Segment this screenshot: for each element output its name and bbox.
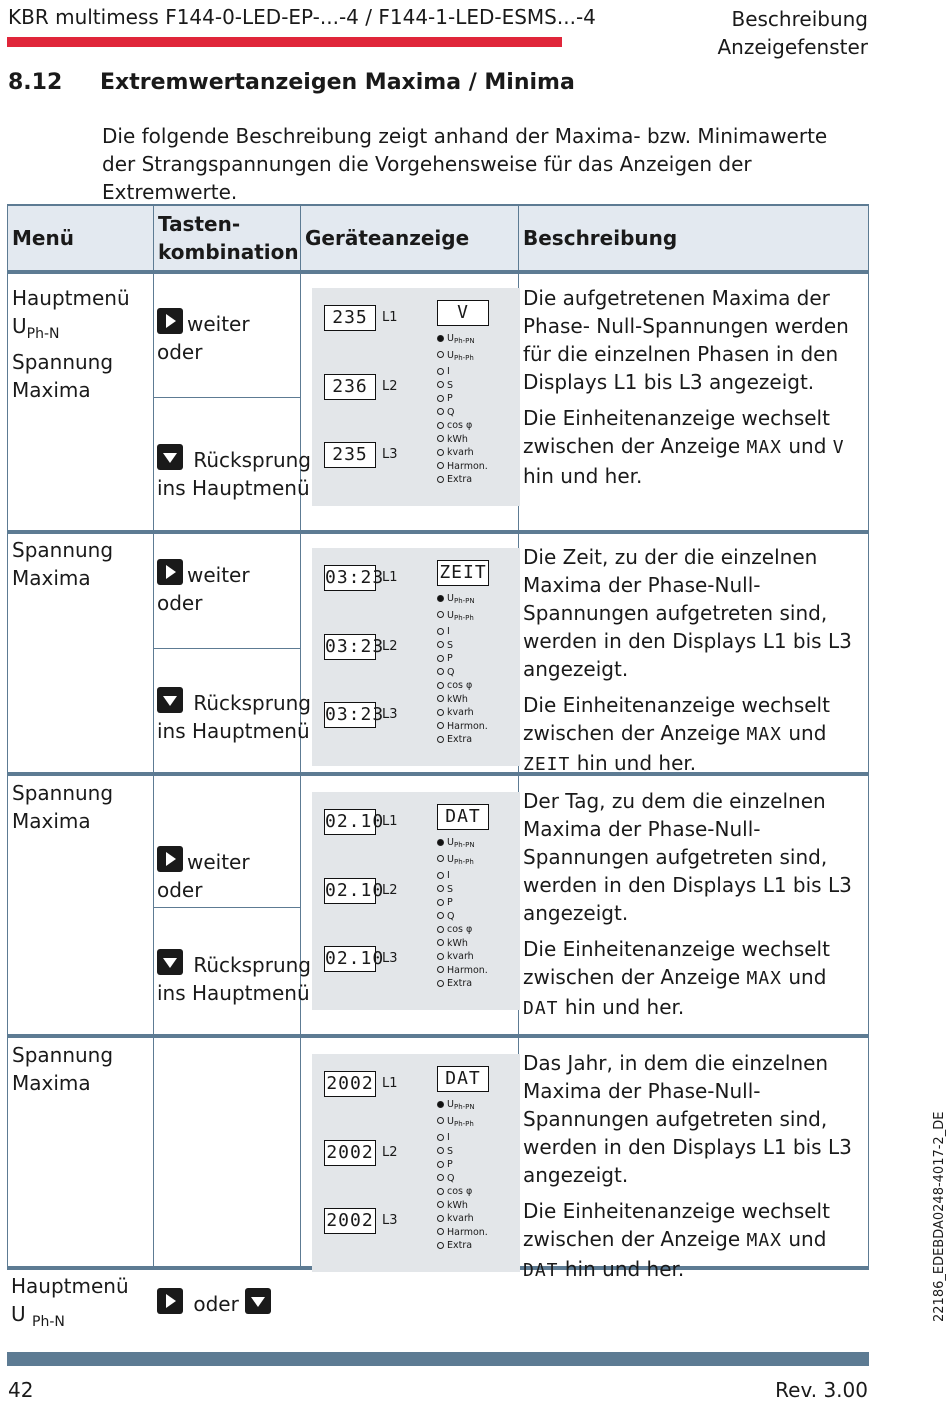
key-label-back: Rücksprung: [193, 953, 311, 977]
description-unit-text: Die Einheitenanzeige wechselt zwischen der Anzeige MAX und V hin und her.: [523, 406, 845, 488]
description-unit-text: Die Einheitenanzeige wechselt zwischen der Anzeige MAX und ZEIT hin und her.: [523, 693, 830, 775]
lcd-value: 02.10: [324, 878, 376, 904]
indicator-item: [437, 433, 488, 447]
phase-label: L3: [382, 951, 398, 966]
row1-key-next: [157, 308, 250, 366]
indicator-led-off-icon: [437, 912, 444, 919]
indicator-item: [437, 1158, 488, 1172]
indicator-led-off-icon: [437, 709, 444, 716]
right-arrow-key-icon: [157, 846, 183, 872]
key-label-or: oder: [157, 878, 203, 902]
page-number: 42: [8, 1378, 34, 1402]
indicator-led-off-icon: [437, 736, 444, 743]
key-label-back: Rücksprung: [193, 448, 311, 472]
indicator-led-off-icon: [437, 435, 444, 442]
row1-key-back: [157, 444, 311, 502]
header-title: KBR multimess F144-0-LED-EP-...-4 / F144-1-LED-ESMS...-4: [8, 5, 596, 29]
indicator-list: [437, 592, 488, 747]
indicator-item: [437, 609, 488, 626]
description-text: Das Jahr, in dem die einzelnen Maxima der Phase-Null-Spannungen aufgetreten sind, werden in den Displays L1 bis L3 angezeigt.: [523, 1051, 852, 1187]
indicator-item: [437, 460, 488, 474]
lcd-value: 236: [324, 374, 376, 400]
menu-u: U: [11, 1302, 26, 1326]
menu-line: Spannung: [12, 1043, 114, 1067]
indicator-item: [437, 950, 488, 964]
indicator-item: [437, 379, 488, 393]
indicator-label: S: [447, 1145, 454, 1157]
indicator-label: kWh: [447, 1199, 468, 1211]
indicator-item: [437, 1098, 488, 1115]
indicator-led-off-icon: [437, 408, 444, 415]
indicator-label: Q: [447, 666, 455, 678]
indicator-label: cos φ: [447, 924, 473, 935]
phase-label: L1: [382, 310, 398, 325]
indicator-item: [437, 923, 488, 937]
lcd-value: 03:23: [324, 634, 376, 660]
right-arrow-key-icon: [157, 1288, 183, 1314]
indicator-led-off-icon: [437, 1147, 444, 1154]
indicator-u: U: [447, 593, 454, 604]
indicator-item: [437, 666, 488, 680]
menu-line: Maxima: [12, 378, 91, 402]
menu-line: Maxima: [12, 566, 91, 590]
header-keys: [153, 206, 300, 270]
down-arrow-key-icon: [157, 687, 183, 713]
indicator-led-on-icon: [437, 595, 444, 602]
indicator-led-off-icon: [437, 611, 444, 618]
indicator-label: S: [447, 883, 454, 895]
indicator-label: kvarh: [447, 1213, 474, 1224]
indicator-item: [437, 1131, 488, 1145]
indicator-item: [437, 473, 488, 487]
row2-key-back: [157, 687, 311, 745]
indicator-led-off-icon: [437, 953, 444, 960]
indicator-label: Ph-PN: [453, 841, 475, 849]
indicator-u: U: [447, 1115, 454, 1127]
extreme-values-table: [7, 204, 869, 1281]
indicator-led-off-icon: [437, 722, 444, 729]
indicator-led-off-icon: [437, 872, 444, 879]
key-label-back-line2: ins Hauptmenü: [157, 476, 310, 500]
right-arrow-key-icon: [157, 559, 183, 585]
indicator-led-off-icon: [437, 462, 444, 469]
indicator-item: [437, 896, 488, 910]
indicator-item: [437, 592, 488, 609]
indicator-item: [437, 869, 488, 883]
footer-row-menu: [11, 1272, 129, 1336]
header-chapter: [717, 5, 868, 61]
menu-line: Spannung: [12, 538, 114, 562]
indicator-label: kWh: [447, 693, 468, 705]
indicator-label: cos φ: [447, 680, 473, 691]
menu-line: [12, 312, 130, 348]
indicator-label: Harmon.: [447, 1226, 488, 1238]
indicator-label: Extra: [447, 734, 473, 745]
indicator-led-off-icon: [437, 655, 444, 662]
indicator-led-off-icon: [437, 1188, 444, 1195]
header-keys-line2: kombination: [158, 240, 299, 264]
indicator-item: [437, 392, 488, 406]
row2-key-next: [157, 559, 250, 617]
indicator-item: [437, 1199, 488, 1213]
row1-menu: [12, 284, 130, 404]
indicator-label: P: [447, 393, 453, 404]
indicator-item: [437, 910, 488, 924]
indicator-item: [437, 720, 488, 734]
indicator-label: P: [447, 1159, 453, 1170]
down-arrow-key-icon: [157, 444, 183, 470]
menu-subscript: Ph-N: [32, 1314, 65, 1330]
lcd-value: 2002: [324, 1140, 376, 1166]
indicator-led-off-icon: [437, 980, 444, 987]
indicator-u: U: [447, 837, 454, 848]
key-label-back-line2: ins Hauptmenü: [157, 719, 310, 743]
key-label-back-line2: ins Hauptmenü: [157, 981, 310, 1005]
indicator-led-off-icon: [437, 682, 444, 689]
lcd-value: 235: [324, 305, 376, 331]
lcd-value: 235: [324, 442, 376, 468]
indicator-label: Harmon.: [447, 964, 488, 976]
description-unit-text: Die Einheitenanzeige wechselt zwischen der Anzeige MAX und DAT hin und her.: [523, 937, 830, 1019]
indicator-led-off-icon: [437, 1201, 444, 1208]
indicator-item: [437, 964, 488, 978]
header-red-bar: [7, 37, 562, 47]
key-cell-divider: [153, 648, 300, 649]
indicator-led-off-icon: [437, 381, 444, 388]
phase-label: L2: [382, 379, 398, 394]
menu-u: U: [12, 314, 27, 338]
row3-menu: [12, 779, 113, 835]
description-text: Die aufgetretenen Maxima der Phase- Null-Spannungen werden für die einzelnen Phasen in den Displays L1 bis L3 angezeigt.: [523, 286, 849, 394]
indicator-led-off-icon: [437, 641, 444, 648]
indicator-label: kWh: [447, 433, 468, 445]
unit-display: DAT: [437, 1066, 489, 1092]
indicator-item: [437, 1115, 488, 1132]
indicator-label: Ph-PN: [453, 597, 475, 605]
row-separator: [7, 1034, 869, 1038]
indicator-label: kvarh: [447, 707, 474, 718]
description-unit-text: Die Einheitenanzeige wechselt zwischen der Anzeige MAX und DAT hin und her.: [523, 1199, 830, 1281]
indicator-item: [437, 679, 488, 693]
indicator-item: [437, 853, 488, 870]
indicator-label: I: [447, 626, 450, 637]
indicator-item: [437, 1145, 488, 1159]
indicator-led-off-icon: [437, 1161, 444, 1168]
header-menu: Menü: [12, 226, 74, 250]
indicator-label: S: [447, 379, 454, 391]
indicator-item: [437, 1185, 488, 1199]
section-number: 8.12: [8, 70, 63, 95]
menu-line: Maxima: [12, 809, 91, 833]
indicator-label: S: [447, 639, 454, 651]
footer-blue-bar: [7, 1352, 869, 1366]
unit-display: ZEIT: [437, 560, 489, 586]
menu-line: Hauptmenü: [12, 286, 130, 310]
indicator-led-off-icon: [437, 695, 444, 702]
indicator-u: U: [447, 349, 454, 361]
key-cell-divider: [153, 907, 300, 908]
down-arrow-key-icon: [157, 949, 183, 975]
row3-key-next: [157, 846, 250, 904]
table-border-left: [7, 204, 8, 1270]
indicator-led-off-icon: [437, 899, 444, 906]
section-title: Extremwertanzeigen Maxima / Minima: [100, 70, 575, 95]
indicator-led-on-icon: [437, 1101, 444, 1108]
indicator-item: [437, 883, 488, 897]
indicator-u: U: [447, 333, 454, 344]
indicator-item: [437, 419, 488, 433]
indicator-label: Ph-PN: [453, 337, 475, 345]
indicator-led-off-icon: [437, 926, 444, 933]
indicator-label: kvarh: [447, 951, 474, 962]
indicator-u: U: [447, 1099, 454, 1110]
indicator-label: kWh: [447, 937, 468, 949]
lcd-value: 2002: [324, 1071, 376, 1097]
row2-menu: [12, 536, 113, 592]
indicator-led-off-icon: [437, 1215, 444, 1222]
indicator-led-off-icon: [437, 476, 444, 483]
table-border-right: [868, 204, 869, 1270]
indicator-label: Extra: [447, 978, 473, 989]
indicator-item: [437, 1239, 488, 1253]
phase-label: L2: [382, 883, 398, 898]
lcd-value: 03:23: [324, 565, 376, 591]
indicator-list: [437, 836, 488, 991]
indicator-label: Harmon.: [447, 720, 488, 732]
indicator-led-off-icon: [437, 939, 444, 946]
row-separator: [7, 530, 869, 534]
indicator-item: [437, 625, 488, 639]
indicator-list: [437, 1098, 488, 1253]
row1-description: [523, 284, 867, 498]
indicator-label: I: [447, 1132, 450, 1143]
row4-device-display: [312, 1054, 520, 1272]
indicator-item: [437, 652, 488, 666]
down-arrow-key-icon: [245, 1288, 271, 1314]
indicator-label: Ph-Ph: [453, 1119, 474, 1128]
key-label-next: weiter: [187, 563, 250, 587]
indicator-item: [437, 706, 488, 720]
header-chapter-line2: Anzeigefenster: [717, 35, 868, 59]
indicator-item: [437, 332, 488, 349]
phase-label: L2: [382, 639, 398, 654]
indicator-item: [437, 836, 488, 853]
key-label-or: oder: [157, 340, 203, 364]
column-divider: [153, 204, 154, 1270]
menu-line: Maxima: [12, 1071, 91, 1095]
indicator-led-off-icon: [437, 966, 444, 973]
row2-device-display: [312, 548, 520, 766]
section-intro: Die folgende Beschreibung zeigt anhand der Maxima- bzw. Minimawerte der Strangspannungen die Vorgehensweise für das Anzeigen der Extremwerte.: [102, 124, 828, 204]
indicator-u: U: [447, 853, 454, 865]
phase-label: L1: [382, 814, 398, 829]
right-arrow-key-icon: [157, 308, 183, 334]
unit-display: DAT: [437, 804, 489, 830]
indicator-led-off-icon: [437, 1228, 444, 1235]
menu-line: Hauptmenü: [11, 1274, 129, 1298]
description-text: Der Tag, zu dem die einzelnen Maxima der Phase-Null-Spannungen aufgetreten sind, werden in den Displays L1 bis L3 angezeigt.: [523, 789, 852, 925]
key-label-back: Rücksprung: [193, 691, 311, 715]
row1-device-display: [312, 288, 520, 506]
lcd-value: 02.10: [324, 809, 376, 835]
footer-row-keys: [157, 1288, 275, 1318]
indicator-led-off-icon: [437, 395, 444, 402]
indicator-label: Q: [447, 406, 455, 418]
indicator-item: [437, 977, 488, 991]
lcd-value: 2002: [324, 1208, 376, 1234]
indicator-led-off-icon: [437, 368, 444, 375]
key-label-next: weiter: [187, 312, 250, 336]
menu-subscript: Ph-N: [26, 326, 60, 342]
indicator-label: cos φ: [447, 1186, 473, 1197]
indicator-item: [437, 365, 488, 379]
indicator-label: I: [447, 366, 450, 377]
indicator-label: Ph-Ph: [453, 613, 474, 622]
indicator-item: [437, 1212, 488, 1226]
indicator-label: Q: [447, 1172, 455, 1184]
indicator-item: [437, 937, 488, 951]
phase-label: L3: [382, 1213, 398, 1228]
indicator-label: Ph-PN: [453, 1103, 475, 1111]
menu-line: [11, 1300, 129, 1336]
header-description: Beschreibung: [523, 226, 678, 250]
indicator-list: [437, 332, 488, 487]
header-display: Geräteanzeige: [305, 226, 470, 250]
menu-line: Spannung: [12, 350, 114, 374]
key-label-next: weiter: [187, 850, 250, 874]
revision: Rev. 3.00: [775, 1378, 868, 1402]
indicator-item: [437, 349, 488, 366]
indicator-label: P: [447, 897, 453, 908]
indicator-item: [437, 693, 488, 707]
header-keys-line1: Tasten-: [158, 212, 241, 236]
indicator-led-off-icon: [437, 351, 444, 358]
indicator-led-off-icon: [437, 1117, 444, 1124]
indicator-label: Ph-Ph: [453, 857, 474, 866]
row3-description: [523, 787, 867, 1031]
indicator-led-on-icon: [437, 335, 444, 342]
indicator-item: [437, 406, 488, 420]
indicator-led-off-icon: [437, 855, 444, 862]
lcd-value: 02.10: [324, 946, 376, 972]
indicator-label: P: [447, 653, 453, 664]
indicator-led-off-icon: [437, 628, 444, 635]
unit-display: V: [437, 300, 489, 326]
indicator-label: I: [447, 870, 450, 881]
indicator-label: Harmon.: [447, 460, 488, 472]
key-cell-divider: [153, 397, 300, 398]
indicator-item: [437, 639, 488, 653]
row4-description: [523, 1049, 867, 1293]
key-label-or: oder: [193, 1292, 239, 1316]
indicator-label: Extra: [447, 474, 473, 485]
phase-label: L1: [382, 1076, 398, 1091]
indicator-item: [437, 446, 488, 460]
row4-menu: [12, 1041, 113, 1097]
indicator-label: kvarh: [447, 447, 474, 458]
table-header: [7, 204, 869, 274]
description-text: Die Zeit, zu der die einzelnen Maxima der Phase-Null-Spannungen aufgetreten sind, werden in den Displays L1 bis L3 angezeigt.: [523, 545, 852, 681]
row3-key-back: [157, 949, 311, 1007]
indicator-led-off-icon: [437, 1134, 444, 1141]
indicator-led-off-icon: [437, 1242, 444, 1249]
indicator-led-off-icon: [437, 668, 444, 675]
indicator-item: [437, 1172, 488, 1186]
indicator-item: [437, 1226, 488, 1240]
lcd-value: 03:23: [324, 702, 376, 728]
phase-label: L3: [382, 707, 398, 722]
indicator-led-off-icon: [437, 885, 444, 892]
phase-label: L2: [382, 1145, 398, 1160]
indicator-label: Extra: [447, 1240, 473, 1251]
indicator-item: [437, 733, 488, 747]
phase-label: L3: [382, 447, 398, 462]
row2-description: [523, 543, 867, 787]
header-chapter-line1: Beschreibung: [731, 7, 868, 31]
menu-line: Spannung: [12, 781, 114, 805]
indicator-led-off-icon: [437, 449, 444, 456]
indicator-led-off-icon: [437, 1174, 444, 1181]
indicator-label: cos φ: [447, 420, 473, 431]
key-label-or: oder: [157, 591, 203, 615]
indicator-u: U: [447, 609, 454, 621]
indicator-led-on-icon: [437, 839, 444, 846]
phase-label: L1: [382, 570, 398, 585]
indicator-label: Q: [447, 910, 455, 922]
document-code: 22186_EDEBDA0248-4017-2_DE: [932, 1111, 947, 1322]
indicator-led-off-icon: [437, 422, 444, 429]
indicator-label: Ph-Ph: [453, 353, 474, 362]
row3-device-display: [312, 792, 520, 1010]
